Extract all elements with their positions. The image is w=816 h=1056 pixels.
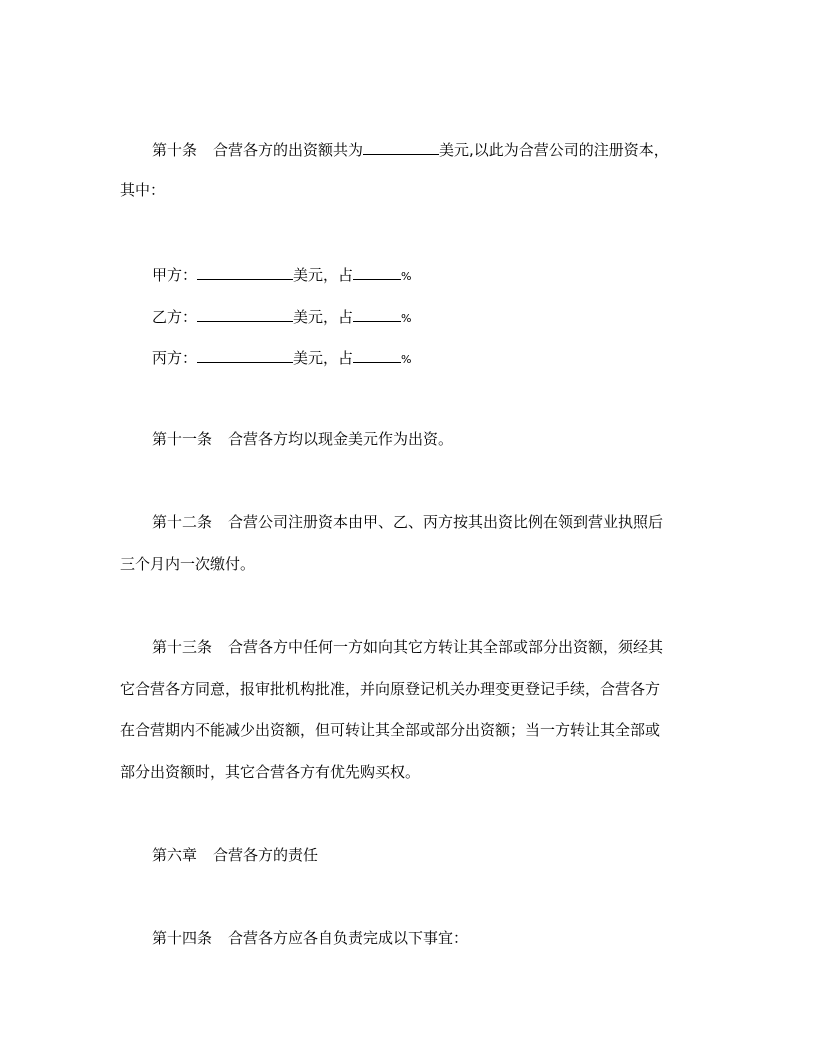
party-c-percent-sign: % xyxy=(401,353,412,366)
chapter-6-label: 第六章 xyxy=(152,846,198,864)
article-13-text-1: 合营各方中任何一方如向其它方转让其全部或部分出资额，须经其 xyxy=(228,638,664,656)
article-10-line-2 xyxy=(120,180,165,200)
article-13-text-2: 它合营各方同意，报审批机构批准，并向原登记机关办理变更登记手续，合营各方 xyxy=(120,680,661,698)
party-b-percent-sign: % xyxy=(401,312,412,325)
article-13-text-4: 部分出资额时，其它合营各方有优先购买权。 xyxy=(120,763,421,781)
party-a-name: 甲方： xyxy=(152,266,198,284)
article-14-text: 合营各方应各自负责完成以下事宜： xyxy=(228,929,469,947)
chapter-6-heading xyxy=(152,845,318,865)
article-10-label: 第十条 xyxy=(152,141,198,159)
article-13-line-3 xyxy=(120,720,660,740)
article-10-text-a: 合营各方的出资额共为 xyxy=(213,141,364,159)
party-a-unit: 美元，占 xyxy=(293,266,354,284)
party-a-amount-blank xyxy=(197,263,293,280)
article-12-line-2 xyxy=(120,554,255,574)
capital-amount-blank xyxy=(363,138,439,155)
party-c-line xyxy=(152,346,411,370)
article-13-label: 第十三条 xyxy=(152,638,213,656)
party-a-line xyxy=(152,263,411,287)
party-c-name: 丙方： xyxy=(152,349,198,367)
article-11-label: 第十一条 xyxy=(152,430,213,448)
article-12-label: 第十二条 xyxy=(152,513,213,531)
article-12-text-1: 合营公司注册资本由甲、乙、丙方按其出资比例在领到营业执照后 xyxy=(228,513,664,531)
party-b-unit: 美元，占 xyxy=(293,308,354,326)
party-a-percent-blank xyxy=(353,263,401,280)
party-c-percent-blank xyxy=(353,346,401,363)
article-13-line-2 xyxy=(120,679,660,699)
party-c-amount-blank xyxy=(197,346,293,363)
article-14-line xyxy=(152,928,468,948)
party-b-name: 乙方： xyxy=(152,308,198,326)
chapter-6-title: 合营各方的责任 xyxy=(213,846,319,864)
party-a-percent-sign: % xyxy=(401,270,412,283)
party-b-line xyxy=(152,305,411,329)
article-13-text-3: 在合营期内不能减少出资额，但可转让其全部或部分出资额；当一方转让其全部或 xyxy=(120,721,661,739)
article-11-line xyxy=(152,429,453,449)
article-13-line-4 xyxy=(120,762,420,782)
party-b-percent-blank xyxy=(353,305,401,322)
party-b-amount-blank xyxy=(197,305,293,322)
article-12-text-2: 三个月内一次缴付。 xyxy=(120,555,256,573)
article-12-line-1 xyxy=(152,512,663,532)
article-13-line-1 xyxy=(152,637,663,657)
article-11-text: 合营各方均以现金美元作为出资。 xyxy=(228,430,454,448)
article-10-text-c: 其中： xyxy=(120,181,166,199)
article-14-label: 第十四条 xyxy=(152,929,213,947)
article-10-text-b: 美元,以此为合营公司的注册资本， xyxy=(439,141,669,159)
article-10-line-1 xyxy=(152,138,669,160)
party-c-unit: 美元，占 xyxy=(293,349,354,367)
